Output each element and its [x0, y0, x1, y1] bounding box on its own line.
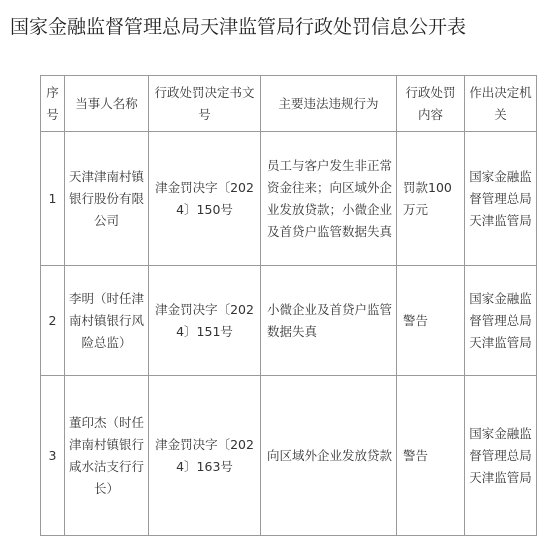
header-penalty: 行政处罚内容 — [397, 76, 465, 132]
header-violation: 主要违法违规行为 — [261, 76, 397, 132]
table-row — [41, 132, 537, 266]
cell-party: 李明（时任津南村镇银行风险总监） — [65, 266, 149, 376]
cell-penalty: 警告 — [397, 376, 465, 536]
cell-doc-number: 津金罚决字〔2024〕150号 — [149, 132, 261, 266]
cell-party: 天津津南村镇银行股份有限公司 — [65, 132, 149, 266]
cell-party: 董印杰（时任津南村镇银行咸水沽支行行长） — [65, 376, 149, 536]
cell-violation: 向区域外企业发放贷款 — [261, 376, 397, 536]
cell-penalty: 警告 — [397, 266, 465, 376]
page-title: 国家金融监督管理总局天津监管局行政处罚信息公开表 — [10, 16, 467, 38]
table-row — [41, 376, 537, 536]
header-authority: 作出决定机关 — [465, 76, 537, 132]
cell-doc-number: 津金罚决字〔2024〕163号 — [149, 376, 261, 536]
cell-violation: 员工与客户发生非正常资金往来；向区域外企业发放贷款；小微企业及首贷户监管数据失真 — [261, 132, 397, 266]
header-doc-number: 行政处罚决定书文号 — [149, 76, 261, 132]
table-row — [41, 266, 537, 376]
penalty-table — [40, 75, 537, 536]
cell-serial: 1 — [41, 132, 65, 266]
cell-authority: 国家金融监督管理总局天津监管局 — [465, 376, 537, 536]
cell-doc-number: 津金罚决字〔2024〕151号 — [149, 266, 261, 376]
cell-authority: 国家金融监督管理总局天津监管局 — [465, 132, 537, 266]
header-serial: 序号 — [41, 76, 65, 132]
cell-serial: 2 — [41, 266, 65, 376]
table-header-row — [41, 76, 537, 132]
cell-authority: 国家金融监督管理总局天津监管局 — [465, 266, 537, 376]
cell-violation: 小微企业及首贷户监管数据失真 — [261, 266, 397, 376]
cell-penalty: 罚款100万元 — [397, 132, 465, 266]
cell-serial: 3 — [41, 376, 65, 536]
header-party: 当事人名称 — [65, 76, 149, 132]
